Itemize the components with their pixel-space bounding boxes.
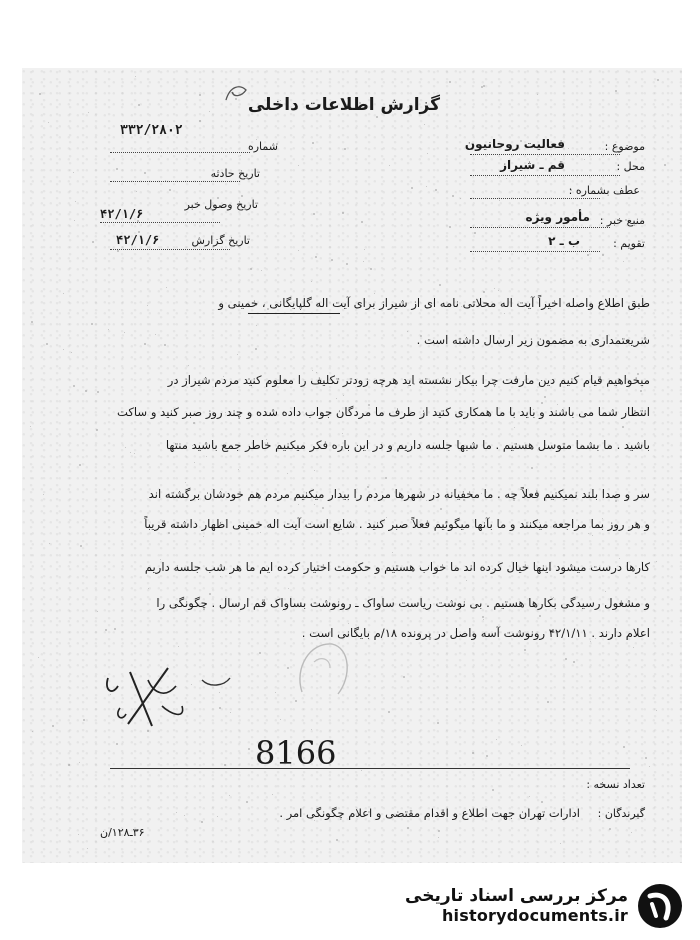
- noise-speck: [474, 232, 476, 234]
- noise-speck: [631, 832, 632, 833]
- body-line: باشید . ما بشما متوسل هستیم . ما شبها جلسه داریم و در این باره فکر میکنیم خاطر جمع باشید منتها: [165, 438, 650, 452]
- noise-speck: [240, 155, 241, 156]
- noise-speck: [449, 81, 451, 83]
- location-label: محل :: [616, 160, 645, 173]
- handwritten-number: 8166: [255, 734, 337, 772]
- noise-speck: [438, 837, 439, 838]
- recipients-text: ادارات تهران جهت اطلاع و اقدام مقتضی و اعلام چگونگی امر .: [279, 806, 580, 820]
- noise-speck: [176, 812, 177, 813]
- body-line: شریعتمداری به مضمون زیر ارسال داشته است .: [416, 333, 650, 347]
- noise-speck: [440, 508, 442, 510]
- noise-speck: [649, 766, 650, 767]
- noise-speck: [385, 477, 387, 479]
- body-line: میخواهیم قیام کنیم دین مارفت چرا بیکار نشسته اید هرچه زودتر تکلیف را معلوم کنید مردم شیراز در: [167, 373, 650, 387]
- noise-speck: [506, 178, 507, 179]
- scribble-mark: [222, 80, 252, 106]
- noise-speck: [336, 839, 338, 841]
- noise-speck: [537, 94, 538, 95]
- noise-speck: [541, 402, 543, 404]
- evaluation-label: تقویم :: [613, 237, 645, 250]
- noise-speck: [184, 815, 185, 816]
- noise-speck: [499, 200, 500, 201]
- handwritten-signature: [90, 650, 320, 740]
- source-label: منبع خبر :: [599, 214, 645, 227]
- copies-label: تعداد نسخه :: [586, 778, 645, 791]
- noise-speck: [116, 743, 118, 745]
- body-line: طبق اطلاع واصله اخیراً آیت اله محلاتی نامه ای از شیراز برای آیت اله گلپایگانی ، خمینی و: [218, 296, 650, 310]
- noise-speck: [547, 701, 549, 703]
- document-center-logo-icon: [634, 880, 686, 932]
- noise-speck: [361, 770, 362, 771]
- reference-label: عطف بشماره :: [568, 184, 640, 197]
- noise-speck: [148, 588, 149, 589]
- noise-speck: [427, 153, 428, 154]
- noise-speck: [144, 172, 146, 174]
- noise-speck: [531, 467, 533, 469]
- form-code: ۳۶ـ۱۲۸/ن: [100, 826, 145, 839]
- faint-stamp-mark: [290, 632, 360, 710]
- noise-speck: [282, 610, 283, 611]
- noise-speck: [452, 195, 454, 197]
- noise-speck: [188, 365, 189, 366]
- incident-date-label: تاریخ حادثه: [210, 167, 260, 180]
- noise-speck: [96, 429, 98, 431]
- doc-number-value: ۳۳۲/۲۸۰۲: [120, 123, 183, 138]
- doc-number-label: شماره: [247, 140, 278, 153]
- evaluation-line: [470, 251, 600, 252]
- received-date-line: [100, 222, 220, 223]
- body-line: انتظار شما می باشند و باید با ما همکاری کنید از طرف ما مردگان جواب داده شده و چند روز صبر کنید و ساکت: [117, 405, 650, 419]
- noise-speck: [363, 261, 364, 262]
- location-value: قم ـ شیراز: [500, 158, 565, 172]
- report-date-value: ۴۲/۱/۶: [116, 233, 160, 247]
- noise-speck: [314, 470, 315, 471]
- noise-speck: [313, 213, 315, 215]
- received-date-label: تاریخ وصول خبر: [184, 198, 258, 211]
- noise-speck: [389, 165, 390, 166]
- noise-speck: [573, 661, 575, 663]
- subject-label: موضوع :: [604, 140, 645, 153]
- noise-speck: [602, 254, 604, 256]
- noise-speck: [237, 354, 238, 355]
- noise-speck: [361, 221, 363, 223]
- noise-speck: [220, 576, 221, 577]
- noise-speck: [472, 752, 474, 754]
- form-title: گزارش اطلاعات داخلی: [247, 95, 440, 115]
- noise-speck: [565, 658, 567, 660]
- noise-speck: [438, 830, 440, 832]
- source-line: [470, 227, 610, 228]
- doc-number-line: [110, 152, 250, 153]
- noise-speck: [246, 801, 248, 803]
- noise-speck: [587, 254, 589, 256]
- recipients-label: گیرندگان :: [597, 807, 645, 820]
- noise-speck: [437, 722, 439, 724]
- noise-speck: [466, 580, 467, 581]
- body-line: و مشغول رسیدگی بکارها هستیم . بی نوشت ریاست ساواک ـ رونوشت بساواک قم ارسال . چگونگی را: [156, 596, 650, 610]
- source-value: مأمور ویژه: [525, 210, 590, 224]
- noise-speck: [657, 79, 659, 81]
- noise-speck: [342, 433, 343, 434]
- noise-speck: [584, 159, 585, 160]
- noise-speck: [590, 641, 591, 642]
- body-line: سر و صدا بلند نمیکنیم فعلاً چه . ما مخفیانه در شهرها مردم را بیدار میکنیم مردم هم خودشان برگشته اند: [148, 487, 650, 501]
- noise-speck: [79, 464, 81, 466]
- noise-speck: [541, 801, 543, 803]
- noise-speck: [483, 291, 485, 293]
- noise-speck: [645, 757, 647, 759]
- noise-speck: [521, 745, 522, 746]
- noise-speck: [622, 426, 624, 428]
- noise-speck: [193, 422, 195, 424]
- noise-speck: [116, 168, 118, 170]
- watermark-url: historydocuments.ir: [441, 906, 628, 925]
- body-line: و هر روز بما مراجعه میکنند و ما بآنها میگوئیم فعلاً صبر کنید . شایع است آیت اله خمینی اظهار داشته قریباً: [144, 517, 650, 531]
- watermark-name: مرکز بررسی اسناد تاریخی: [405, 886, 628, 906]
- location-line: [470, 175, 620, 176]
- noise-speck: [248, 748, 250, 750]
- noise-speck: [346, 263, 348, 265]
- noise-speck: [52, 725, 54, 727]
- noise-speck: [169, 189, 171, 191]
- body-line: اعلام دارند . ۴۲/۱/۱۱ رونوشت آسه واصل در پرونده ۱۸/م بایگانی است .: [301, 626, 650, 640]
- noise-speck: [343, 395, 344, 396]
- noise-speck: [209, 593, 211, 595]
- subject-line: [470, 154, 620, 155]
- report-date-label: تاریخ گزارش: [191, 234, 250, 247]
- noise-speck: [388, 711, 390, 713]
- underline-mark: [248, 313, 340, 314]
- noise-speck: [374, 293, 375, 294]
- noise-speck: [124, 332, 125, 333]
- evaluation-value: ب ـ ۲: [548, 234, 580, 248]
- footer-divider: [110, 768, 630, 769]
- noise-speck: [615, 90, 617, 92]
- noise-speck: [482, 616, 484, 618]
- noise-speck: [376, 116, 378, 118]
- noise-speck: [322, 507, 324, 509]
- noise-speck: [392, 552, 393, 553]
- noise-speck: [314, 504, 315, 505]
- body-line: کارها درست میشود اینها خیال کرده اند ما خواب هستیم و حکومت اختیار کرده ایم ما هر شب جلسه داریم: [144, 560, 650, 574]
- received-date-value: ۴۲/۱/۶: [100, 207, 144, 221]
- noise-speck: [92, 241, 94, 243]
- noise-speck: [201, 821, 203, 823]
- noise-speck: [619, 558, 620, 559]
- report-date-line: [110, 249, 230, 250]
- noise-speck: [97, 391, 99, 393]
- reference-line: [470, 198, 600, 199]
- incident-date-line: [110, 181, 240, 182]
- subject-value: فعالیت روحانیون: [464, 137, 565, 151]
